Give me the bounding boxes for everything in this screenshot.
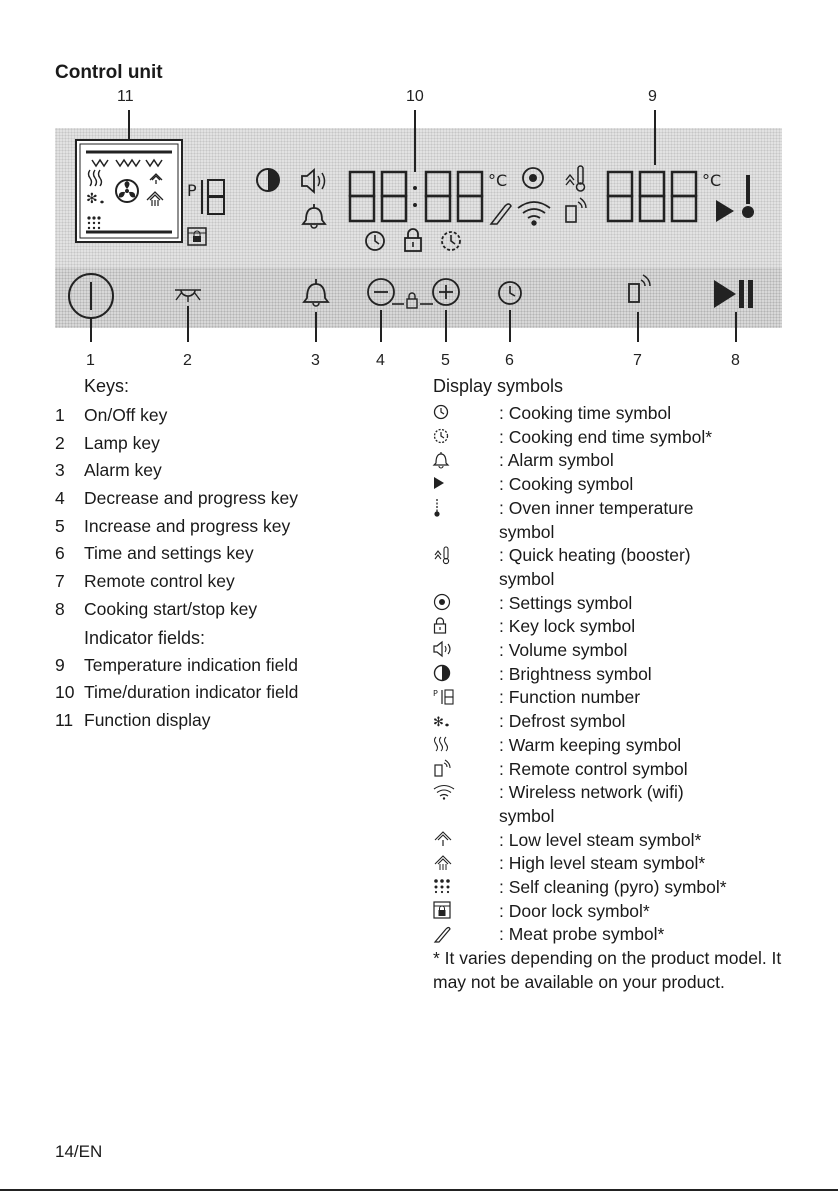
list-item-label: Increase and progress key [84, 515, 291, 536]
probe-indicator [491, 204, 511, 224]
list-item [433, 829, 803, 853]
settings-icon [433, 593, 499, 615]
callout-2: 2 [183, 352, 192, 369]
end-time-indicator [442, 232, 460, 250]
list-item [433, 544, 803, 568]
key-lock-combo [392, 293, 433, 308]
high-steam-icon [433, 854, 499, 876]
list-item [433, 615, 803, 639]
door-lock-indicator [188, 228, 206, 245]
list-item-number: 9 [55, 654, 65, 675]
symbol-description: : Wireless network (wifi) [499, 782, 684, 803]
defrost-icon [433, 712, 499, 734]
function-number-icon [433, 688, 499, 710]
indicators-list [55, 652, 415, 735]
svg-text:✻: ✻ [86, 191, 98, 207]
list-item [55, 485, 415, 513]
brightness-indicator [257, 169, 279, 191]
list-item [55, 596, 415, 624]
list-item [433, 497, 803, 521]
cooking-indicator [716, 200, 734, 222]
list-item-number: 7 [55, 571, 65, 592]
symbol-description-continued: symbol [499, 521, 555, 542]
time-settings-key[interactable] [499, 282, 521, 304]
page-title: Control unit [55, 62, 163, 83]
thermometer-indicator [742, 175, 754, 218]
bell-icon [433, 451, 499, 473]
symbol-description: : Meat probe symbol* [499, 924, 665, 945]
symbol-description: : Self cleaning (pyro) symbol* [499, 877, 727, 898]
list-item [433, 900, 803, 924]
list-item [433, 402, 803, 426]
booster-icon [433, 546, 499, 568]
callout-3: 3 [311, 352, 320, 369]
time-temp-unit: °C [488, 171, 508, 190]
symbol-description: : Brightness symbol [499, 663, 652, 684]
remote-control-icon [433, 759, 499, 781]
list-item [55, 652, 415, 680]
callout-9: 9 [648, 88, 657, 105]
callout-7: 7 [633, 352, 642, 369]
list-item [55, 430, 415, 458]
thermometer-icon [433, 498, 499, 520]
list-item-number: 4 [55, 488, 65, 509]
cooking-time-indicator [366, 232, 384, 250]
list-item-label: Time and settings key [84, 543, 254, 564]
callout-4: 4 [376, 352, 385, 369]
list-item [433, 663, 803, 687]
list-item [433, 781, 803, 805]
speaker-icon [433, 640, 499, 662]
list-item-number: 10 [55, 682, 75, 703]
door-lock-icon [433, 901, 499, 923]
symbol-description: : Function number [499, 687, 641, 708]
symbol-description: : Warm keeping symbol [499, 734, 682, 755]
list-item [55, 679, 415, 707]
symbols-section [433, 376, 803, 995]
dashed-clock-icon [433, 427, 499, 449]
symbol-description: : Cooking symbol [499, 474, 634, 495]
symbol-description: : Alarm symbol [499, 450, 614, 471]
callout-5: 5 [441, 352, 450, 369]
symbol-description: : Low level steam symbol* [499, 829, 702, 850]
keys-section [55, 376, 415, 735]
symbol-description-continued: symbol [499, 805, 555, 826]
warm-keeping-icon [433, 735, 499, 757]
symbols-list [433, 402, 803, 947]
lock-icon [433, 617, 499, 639]
time-digits [350, 172, 482, 221]
page-number: 14/EN [55, 1142, 103, 1161]
low-steam-icon [433, 830, 499, 852]
list-item [433, 852, 803, 876]
symbols-heading: Display symbols [433, 376, 564, 396]
list-item-label: Lamp key [84, 432, 160, 453]
list-item-number: 1 [55, 405, 65, 425]
list-item [433, 639, 803, 663]
wifi-indicator [518, 202, 550, 225]
brightness-icon [433, 664, 499, 686]
wifi-icon [433, 783, 499, 805]
on-off-key[interactable] [69, 274, 113, 318]
decrease-key[interactable] [368, 279, 394, 305]
temperature-digits [608, 172, 696, 221]
list-item-label: Remote control key [84, 571, 235, 592]
list-item [55, 457, 415, 485]
symbol-description: : Door lock symbol* [499, 900, 650, 921]
keys-heading: Keys: [84, 376, 130, 396]
remote-control-key[interactable] [629, 275, 650, 302]
callout-1: 1 [86, 352, 95, 369]
remote-indicator [566, 198, 586, 222]
list-item [433, 734, 803, 758]
footnote: * It varies depending on the product model. It may not be available on your product. [433, 948, 782, 992]
list-item [433, 473, 803, 497]
list-item [433, 592, 803, 616]
symbol-description: : Key lock symbol [499, 616, 636, 637]
list-item-label: Decrease and progress key [84, 488, 298, 509]
symbol-description: : Volume symbol [499, 640, 628, 661]
list-item-label: Alarm key [84, 460, 162, 481]
list-item [55, 568, 415, 596]
start-stop-key[interactable] [714, 280, 753, 308]
list-item [433, 426, 803, 450]
list-item-number: 8 [55, 598, 65, 619]
list-item-number: 2 [55, 432, 65, 453]
list-item-label: On/Off key [84, 405, 168, 425]
settings-indicator [523, 168, 543, 188]
list-item [55, 402, 415, 430]
booster-indicator [566, 166, 585, 191]
list-item [55, 540, 415, 568]
list-item-label: Cooking start/stop key [84, 598, 258, 619]
list-item-number: 6 [55, 543, 65, 564]
list-item [433, 449, 803, 473]
list-item [433, 876, 803, 900]
bell-indicator [303, 204, 325, 228]
list-item-label: Time/duration indicator field [84, 682, 299, 703]
callout-11: 11 [117, 88, 134, 105]
list-item [433, 686, 803, 710]
list-item [55, 513, 415, 541]
callout-10: 10 [406, 88, 424, 105]
self-cleaning-icon [433, 877, 499, 899]
temp-unit: °C [702, 171, 722, 190]
list-item-number: 11 [55, 709, 74, 730]
play-icon [433, 474, 499, 496]
speaker-indicator [302, 170, 325, 192]
list-item [55, 707, 415, 735]
list-item-label: Function display [84, 709, 211, 730]
indicators-heading: Indicator fields: [84, 627, 206, 648]
list-item [433, 710, 803, 734]
symbol-description: : Defrost symbol [499, 711, 626, 732]
svg-text:P: P [433, 688, 438, 698]
keys-list [55, 402, 415, 624]
callout-6: 6 [505, 352, 514, 369]
svg-text:P: P [187, 181, 197, 200]
alarm-key[interactable] [304, 279, 328, 306]
svg-text:✻: ✻ [433, 714, 444, 730]
increase-key[interactable] [433, 279, 459, 305]
symbol-description: : Quick heating (booster) [499, 545, 691, 566]
symbol-description: : Remote control symbol [499, 758, 688, 779]
function-display [76, 140, 182, 242]
meat-probe-icon [433, 925, 499, 947]
symbol-description: : Cooking end time symbol* [499, 426, 713, 447]
list-item-number: 3 [55, 460, 65, 481]
symbol-description-continued: symbol [499, 568, 555, 589]
symbol-description: : Settings symbol [499, 592, 633, 613]
list-item-number: 5 [55, 515, 65, 536]
list-item-label: Temperature indication field [84, 654, 299, 675]
list-item [433, 923, 803, 947]
control-panel-drawing [0, 0, 838, 380]
callout-8: 8 [731, 352, 740, 369]
symbol-description: : Cooking time symbol [499, 403, 672, 423]
lamp-key[interactable] [175, 290, 201, 302]
symbol-description: : High level steam symbol* [499, 853, 706, 874]
key-lock-indicator [405, 229, 421, 251]
symbol-description: : Oven inner temperature [499, 497, 694, 518]
function-number-digits [187, 180, 224, 214]
list-item [433, 758, 803, 782]
clock-icon [433, 403, 499, 425]
